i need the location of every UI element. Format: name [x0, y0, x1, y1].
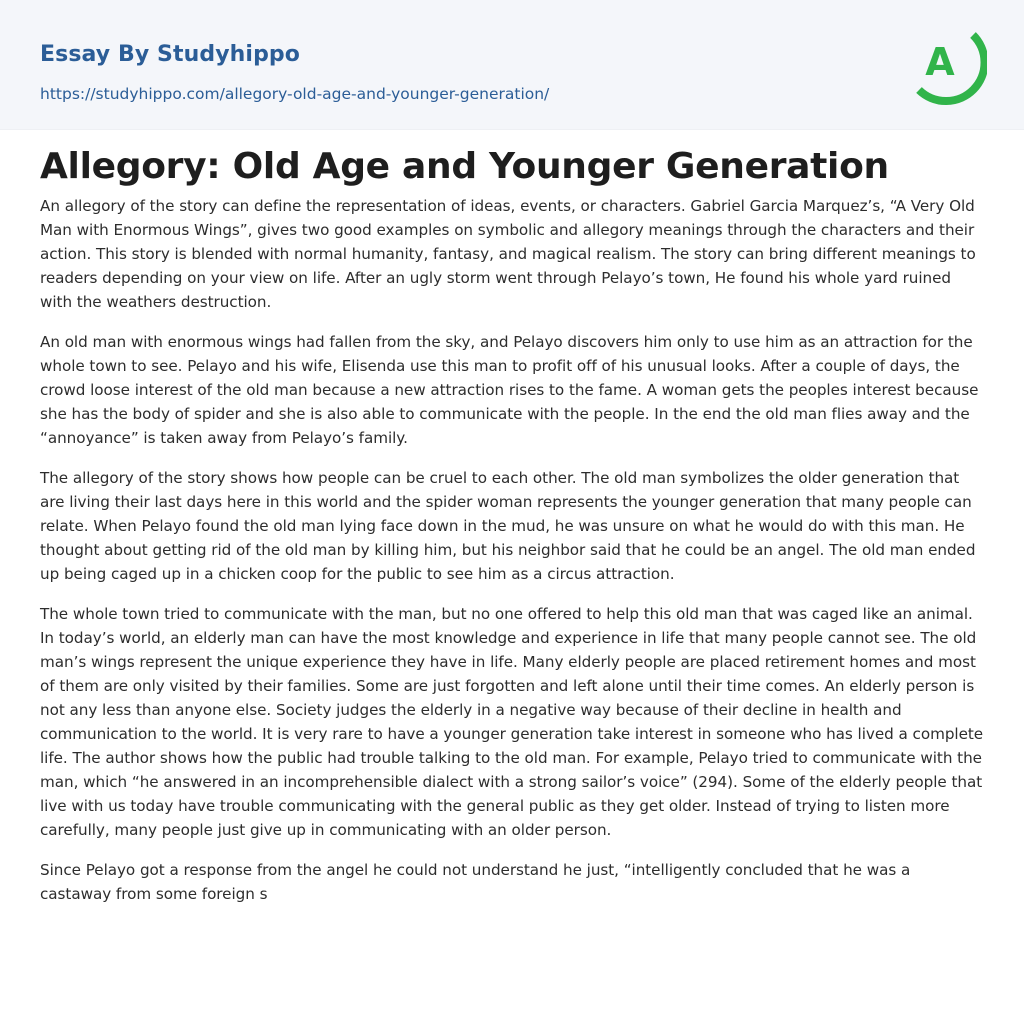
article-paragraph: An old man with enormous wings had fallen from the sky, and Pelayo discovers him only to use him as an attraction for the whole town to see. Pelayo and his wife, Elisenda use this man to profit off of his unusual looks. After a couple of days, the crowd loose interest of the old man because a new attraction rises to the fame. A woman gets the peoples interest because she has the body of spider and she is also able to communicate with the people. In the end the old man flies away and the “annoyance” is taken away from Pelayo’s family. [40, 333, 979, 447]
article-url-link[interactable]: https://studyhippo.com/allegory-old-age-and-younger-generation/ [40, 85, 550, 103]
article-paragraph: Since Pelayo got a response from the angel he could not understand he just, “intelligently concluded that he was a castaway from some foreign s [40, 861, 911, 903]
site-header [0, 0, 1024, 130]
article-paragraph: An allegory of the story can define the representation of ideas, events, or characters. Gabriel Garcia Marquez’s, “A Very Old Man with Enormous Wings”, gives two good examples on symbolic and allegory meanings through the characters and their action. This story is blended with normal humanity, fantasy, and magical realism. The story can bring different meanings to readers depending on your view on life. After an ugly storm went through Pelayo’s town, He found his whole yard ruined with the weathers destruction. [40, 197, 976, 311]
studyhippo-logo-icon[interactable] [911, 18, 987, 106]
site-brand[interactable]: Essay By Studyhippo [40, 42, 300, 67]
article-title: Allegory: Old Age and Younger Generation [40, 146, 889, 187]
article [40, 140, 986, 922]
article-paragraph: The allegory of the story shows how people can be cruel to each other. The old man symbolizes the older generation that are living their last days here in this world and the spider woman represents the younger generation that many people can relate. When Pelayo found the old man lying face down in the mud, he was unsure on what he would do with this man. He thought about getting rid of the old man by killing him, but his neighbor said that he could be an angel. The old man ended up being caged up in a chicken coop for the public to see him as a circus attraction. [40, 469, 976, 583]
article-paragraph: The whole town tried to communicate with the man, but no one offered to help this old man that was caged like an animal. In today’s world, an elderly man can have the most knowledge and experience in life that many people cannot see. The old man’s wings represent the unique experience they have in life. Many elderly people are placed retirement homes and most of them are only visited by their families. Some are just forgotten and left alone until their time comes. An elderly person is not any less than anyone else. Society judges the elderly in a negative way because of their decline in health and communication to the world. It is very rare to have a younger generation take interest in someone who has lived a complete life. The author shows how the public had trouble talking to the old man. For example, Pelayo tried to communicate with the man, which “he answered in an incomprehensible dialect with a strong sailor’s voice” (294). Some of the elderly people that live with us today have trouble communicating with the general public as they get older. Instead of trying to listen more carefully, many people just give up in communicating with an older person. [40, 605, 984, 839]
logo-letter: A [925, 40, 955, 84]
